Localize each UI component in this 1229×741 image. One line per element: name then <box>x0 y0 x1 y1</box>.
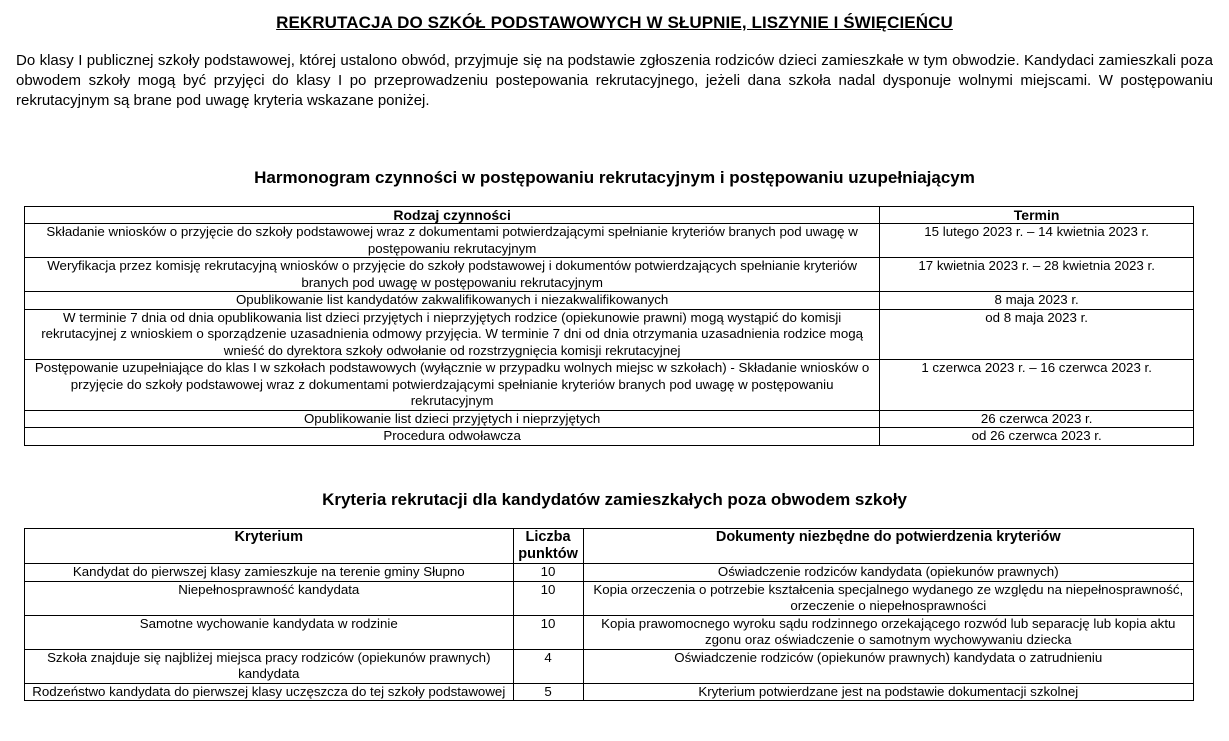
date-cell: 26 czerwca 2023 r. <box>880 410 1194 428</box>
activity-cell: Weryfikacja przez komisję rekrutacyjną wniosków o przyjęcie do szkoły podstawowej i dokumentów potwierdzających spełnianie kryteriów branych pod uwagę w postępowaniu rekrutacyjnym <box>25 258 880 292</box>
points-cell: 10 <box>513 564 583 582</box>
documents-cell: Kopia orzeczenia o potrzebie kształcenia specjalnego wydanego ze względu na niepełnosprawność, orzeczenie o niepełnosprawności <box>583 581 1193 615</box>
table-row <box>25 258 1194 292</box>
documents-cell: Oświadczenie rodziców (opiekunów prawnych) kandydata o zatrudnieniu <box>583 649 1193 683</box>
documents-cell: Kopia prawomocnego wyroku sądu rodzinnego orzekającego rozwód lub separację lub kopia aktu zgonu oraz oświadczenie o samotnym wychowywaniu dziecka <box>583 615 1193 649</box>
table-row <box>25 428 1194 446</box>
column-header-activity: Rodzaj czynności <box>25 207 880 224</box>
points-cell: 5 <box>513 683 583 701</box>
column-header-points: Liczba punktów <box>513 529 583 564</box>
points-cell: 10 <box>513 615 583 649</box>
table-row <box>25 683 1194 701</box>
documents-cell: Kryterium potwierdzane jest na podstawie dokumentacji szkolnej <box>583 683 1193 701</box>
activity-cell: Postępowanie uzupełniające do klas I w szkołach podstawowych (wyłącznie w przypadku wolnych miejsc w szkołach) - Składanie wniosków o przyjęcie do szkoły podstawowej wraz z dokumentami potwierdzającymi spełnianie kryteriów branych pod uwagę w postępowaniu rekrutacyjnym <box>25 360 880 411</box>
date-cell: 8 maja 2023 r. <box>880 292 1194 310</box>
activity-cell: Procedura odwoławcza <box>25 428 880 446</box>
table-row <box>25 615 1194 649</box>
column-header-criterion: Kryterium <box>25 529 514 564</box>
table-row <box>25 581 1194 615</box>
activity-cell: Opublikowanie list dzieci przyjętych i nieprzyjętych <box>25 410 880 428</box>
date-cell: 17 kwietnia 2023 r. – 28 kwietnia 2023 r. <box>880 258 1194 292</box>
documents-cell: Oświadczenie rodziców kandydata (opiekunów prawnych) <box>583 564 1193 582</box>
date-cell: 1 czerwca 2023 r. – 16 czerwca 2023 r. <box>880 360 1194 411</box>
criterion-cell: Kandydat do pierwszej klasy zamieszkuje na terenie gminy Słupno <box>25 564 514 582</box>
column-header-date: Termin <box>880 207 1194 224</box>
criterion-cell: Niepełnosprawność kandydata <box>25 581 514 615</box>
schedule-header-row <box>25 207 1194 224</box>
activity-cell: Składanie wniosków o przyjęcie do szkoły podstawowej wraz z dokumentami potwierdzającymi spełnianie kryteriów branych pod uwagę w postępowaniu rekrutacyjnym <box>25 224 880 258</box>
criterion-cell: Rodzeństwo kandydata do pierwszej klasy uczęszcza do tej szkoły podstawowej <box>25 683 514 701</box>
criteria-table <box>24 528 1194 701</box>
table-row <box>25 410 1194 428</box>
criterion-cell: Szkoła znajduje się najbliżej miejsca pracy rodziców (opiekunów prawnych) kandydata <box>25 649 514 683</box>
activity-cell: Opublikowanie list kandydatów zakwalifikowanych i niezakwalifikowanych <box>25 292 880 310</box>
date-cell: 15 lutego 2023 r. – 14 kwietnia 2023 r. <box>880 224 1194 258</box>
date-cell: od 26 czerwca 2023 r. <box>880 428 1194 446</box>
page-title: REKRUTACJA DO SZKÓŁ PODSTAWOWYCH W SŁUPNIE, LISZYNIE I ŚWIĘCIEŃCU <box>276 13 953 32</box>
table-row <box>25 292 1194 310</box>
table-row <box>25 649 1194 683</box>
criteria-header-row <box>25 529 1194 564</box>
table-row <box>25 360 1194 411</box>
schedule-heading: Harmonogram czynności w postępowaniu rekrutacyjnym i postępowaniu uzupełniającym <box>254 168 975 187</box>
points-cell: 4 <box>513 649 583 683</box>
table-row <box>25 224 1194 258</box>
activity-cell: W terminie 7 dnia od dnia opublikowania list dzieci przyjętych i nieprzyjętych rodzice (opiekunowie prawni) mogą wystąpić do komisji rekrutacyjnej z wnioskiem o sporządzenie uzasadnienia odmowy przyjęcia. W terminie 7 dni od dnia otrzymania uzasadnienia rodzice mogą wnieść do dyrektora szkoły odwołanie od rozstrzygnięcia komisji rekrutacyjnej <box>25 309 880 360</box>
table-row <box>25 564 1194 582</box>
column-header-documents: Dokumenty niezbędne do potwierdzenia kryteriów <box>583 529 1193 564</box>
intro-paragraph: Do klasy I publicznej szkoły podstawowej, której ustalono obwód, przyjmuje się na podstawie zgłoszenia rodziców dzieci zamieszkałe w tym obwodzie. Kandydaci zamieszkali poza obwodem szkoły mogą być przyjęci do klasy I po przeprowadzeniu postepowania rekrutacyjnego, jeżeli dana szkoła nadal dysponuje wolnymi miejscami. W postępowaniu rekrutacyjnym są brane pod uwagę kryteria wskazane poniżej. <box>16 52 1213 109</box>
table-row <box>25 309 1194 360</box>
criteria-heading: Kryteria rekrutacji dla kandydatów zamieszkałych poza obwodem szkoły <box>322 490 907 509</box>
criterion-cell: Samotne wychowanie kandydata w rodzinie <box>25 615 514 649</box>
schedule-table <box>24 206 1194 446</box>
date-cell: od 8 maja 2023 r. <box>880 309 1194 360</box>
points-cell: 10 <box>513 581 583 615</box>
